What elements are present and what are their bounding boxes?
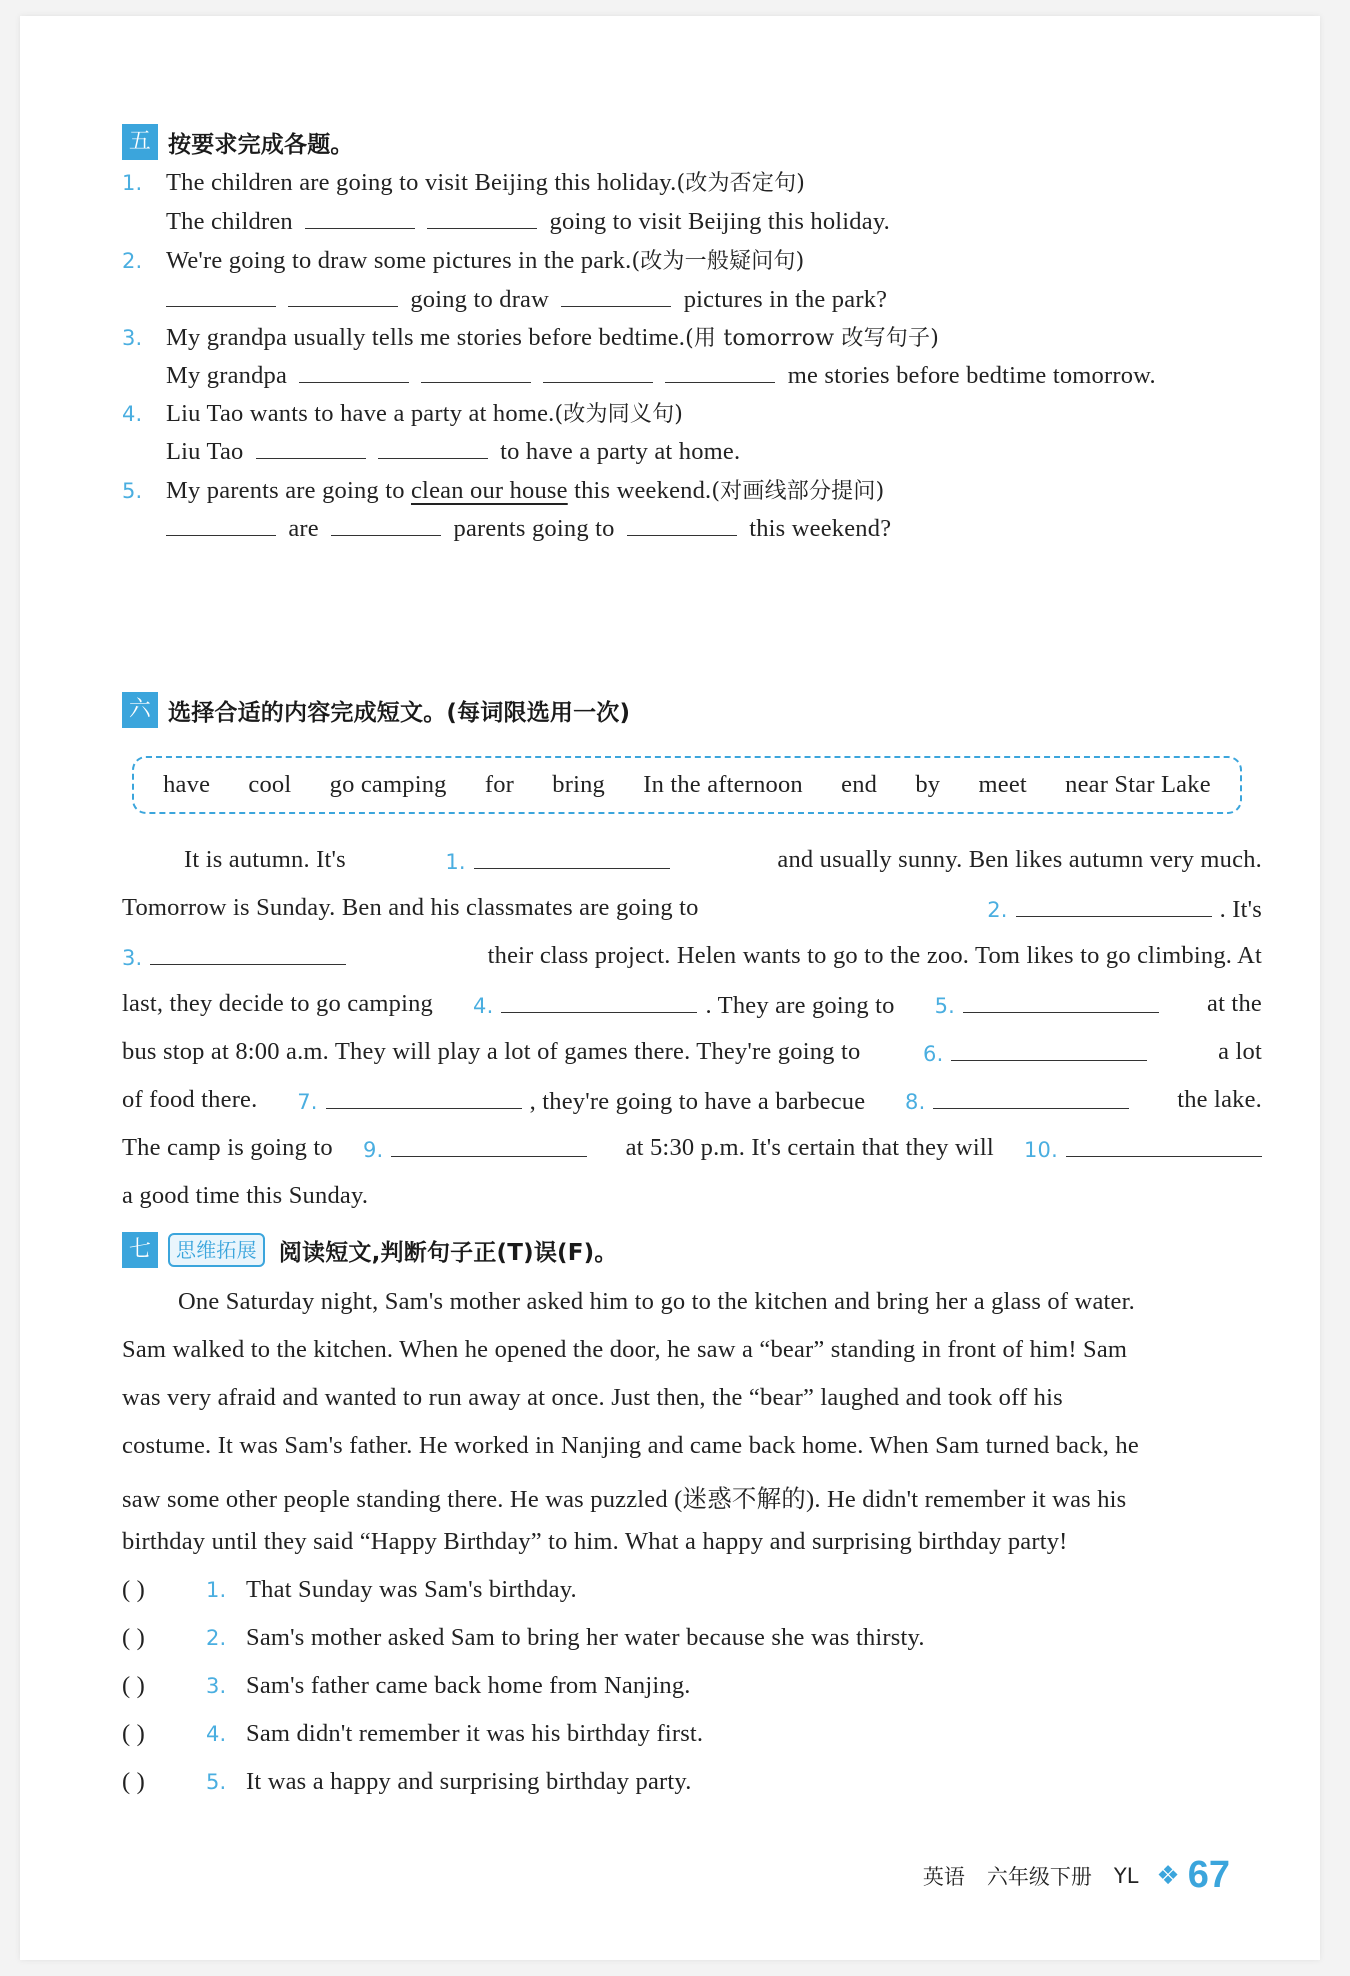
q3-answer [166,360,1156,390]
passage-text: of food there. [122,1086,258,1113]
blank[interactable] [331,513,441,536]
q5-answer-1: are [288,515,319,542]
blank[interactable] [150,942,346,965]
blank[interactable] [963,990,1159,1013]
word-option: meet [978,771,1027,798]
blank[interactable] [1066,1134,1262,1157]
q4-text: Liu Tao wants to have a party at home. [166,400,555,427]
passage-line-3 [122,942,1262,972]
blank[interactable] [299,360,409,383]
passage-text: the lake. [1177,1086,1262,1113]
q1-answer-start: The children [166,208,293,235]
q4-answer-end: to have a party at home. [500,438,741,465]
blank[interactable] [427,206,537,229]
section-7-title: 阅读短文,判断句子正(T)误(F)。 [278,1239,618,1266]
blank[interactable] [951,1038,1147,1061]
answer-paren[interactable]: ( ) [122,1672,146,1699]
q5-answer-3: this weekend? [749,515,892,542]
passage-text: . They are going to [705,992,895,1019]
word-option: go camping [329,771,447,798]
q5-prompt [122,474,884,505]
passage-text: last, they decide to go camping [122,990,434,1017]
passage-line-6 [122,1086,1262,1116]
blank-number: 1. [445,850,466,874]
section-5-number: 五 [122,124,158,160]
word-option: near Star Lake [1065,771,1211,798]
blank[interactable] [166,513,276,536]
q2-text: We're going to draw some pictures in the park. [166,247,632,274]
q3-answer-end: me stories before bedtime tomorrow. [787,362,1156,389]
q4-prompt [122,397,683,428]
reading-line-5: saw some other people standing there. He was puzzled (迷惑不解的). He didn't remember it was his [122,1486,1127,1513]
passage-text: bus stop at 8:00 a.m. They will play a lot of games there. They're going to [122,1038,861,1065]
passage-line-5 [122,1038,1262,1068]
q3-text: My grandpa usually tells me stories before bedtime. [166,324,686,351]
section-5-header [122,124,354,160]
item-number: 1. [206,1578,227,1602]
reading-line-2: Sam walked to the kitchen. When he opened the door, he saw a “bear” standing in front of him! Sam [122,1336,1128,1363]
reading-line-1: One Saturday night, Sam's mother asked him to go to the kitchen and bring her a glass of water. [178,1288,1135,1315]
answer-paren[interactable]: ( ) [122,1576,146,1603]
blank[interactable] [474,846,670,869]
blank-number: 2. [987,898,1008,922]
answer-paren[interactable]: ( ) [122,1624,146,1651]
q2-number: 2. [122,249,143,273]
word-bank [132,756,1242,814]
blank[interactable] [391,1134,587,1157]
blank-number: 4. [473,994,494,1018]
blank[interactable] [256,436,366,459]
q1-note: (改为否定句) [676,171,806,196]
q5-answer-2: parents going to [453,515,615,542]
page-footer [901,1854,1230,1897]
section-6-title: 选择合适的内容完成短文。(每词限选用一次) [168,699,631,726]
diamond-icon: ❖ [1156,1860,1180,1891]
passage-text: Tomorrow is Sunday. Ben and his classmates are going to [122,894,699,921]
q2-answer-end: pictures in the park? [683,286,888,313]
section-6-number: 六 [122,692,158,728]
item-number: 2. [206,1626,227,1650]
footer-grade: 六年级下册 [986,1864,1092,1889]
passage-text: and usually sunny. Ben likes autumn very much. [777,846,1262,873]
word-option: cool [248,771,292,798]
workbook-page [20,16,1320,1960]
q3-answer-start: My grandpa [166,362,288,389]
q3-note: (用 tomorrow 改写句子) [685,326,939,351]
section-7-tag: 思维拓展 [168,1233,265,1267]
q5-answer [166,513,891,543]
item-number: 3. [206,1674,227,1698]
item-number: 5. [206,1770,227,1794]
q1-prompt [122,166,805,197]
passage-text: , they're going to have a barbecue [529,1088,866,1115]
q1-number: 1. [122,171,143,195]
tf-item-1 [122,1576,577,1604]
passage-text: . It's [1219,896,1262,923]
blank[interactable] [326,1086,522,1109]
passage-text: It is autumn. It's [184,846,346,873]
page-number: 67 [1187,1854,1230,1896]
word-option: In the afternoon [643,771,803,798]
item-text: Sam's father came back home from Nanjing. [246,1672,691,1699]
tf-item-4 [122,1720,703,1748]
q5-note: (对画线部分提问) [711,479,885,504]
item-number: 4. [206,1722,227,1746]
q2-answer-mid: going to draw [410,286,550,313]
q5-underlined: clean our house [410,477,568,504]
word-option: end [841,771,878,798]
blank[interactable] [1016,894,1212,917]
blank[interactable] [288,284,398,307]
item-text: Sam didn't remember it was his birthday first. [246,1720,704,1747]
blank-number: 7. [297,1090,318,1114]
q3-prompt [122,321,939,352]
blank[interactable] [501,990,697,1013]
section-5-title: 按要求完成各题。 [168,131,354,158]
passage-line-1 [122,846,1262,876]
word-option: bring [552,771,605,798]
section-6-header [122,692,630,728]
footer-edition: YL [1113,1863,1139,1888]
q4-number: 4. [122,402,143,426]
item-text: That Sunday was Sam's birthday. [246,1576,577,1603]
item-text: Sam's mother asked Sam to bring her water because she was thirsty. [246,1624,925,1651]
q3-number: 3. [122,326,143,350]
word-option: have [163,771,211,798]
reading-line-3: was very afraid and wanted to run away at once. Just then, the “bear” laughed and took off his [122,1384,1063,1411]
blank[interactable] [627,513,737,536]
section-7-header [122,1232,618,1268]
blank-number: 3. [122,946,143,970]
tf-item-5 [122,1768,692,1796]
q4-answer-start: Liu Tao [166,438,244,465]
passage-text: at the [1207,990,1262,1017]
blank[interactable] [543,360,653,383]
blank[interactable] [378,436,488,459]
blank[interactable] [665,360,775,383]
q5-number: 5. [122,479,143,503]
passage-text: The camp is going to [122,1134,333,1161]
blank[interactable] [166,284,276,307]
reading-line-6: birthday until they said “Happy Birthday” to him. What a happy and surprising birthday party! [122,1528,1068,1555]
passage-line-8: a good time this Sunday. [122,1182,369,1209]
passage-line-2 [122,894,1262,924]
passage-line-4 [122,990,1262,1020]
q1-answer [166,206,890,236]
section-7-number: 七 [122,1232,158,1268]
blank-number: 10. [1023,1138,1058,1162]
blank[interactable] [561,284,671,307]
blank-number: 6. [923,1042,944,1066]
word-option: by [915,771,941,798]
q4-note: (改为同义句) [554,402,684,427]
tf-item-3 [122,1672,691,1700]
passage-text: a lot [1218,1038,1262,1065]
blank-number: 9. [363,1138,384,1162]
blank[interactable] [933,1086,1129,1109]
answer-paren[interactable]: ( ) [122,1720,146,1747]
passage-text: their class project. Helen wants to go to the zoo. Tom likes to go climbing. At [487,942,1262,969]
q1-answer-end: going to visit Beijing this holiday. [549,208,890,235]
q2-note: (改为一般疑问句) [631,249,805,274]
blank[interactable] [421,360,531,383]
q2-prompt [122,244,804,275]
tf-item-2 [122,1624,925,1652]
answer-paren[interactable]: ( ) [122,1768,146,1795]
blank-number: 5. [934,994,956,1018]
reading-line-4: costume. It was Sam's father. He worked in Nanjing and came back home. When Sam turned back, he [122,1432,1139,1459]
blank-number: 8. [905,1090,926,1114]
blank[interactable] [305,206,415,229]
passage-text: at 5:30 p.m. It's certain that they will [625,1134,994,1161]
word-option: for [484,771,515,798]
footer-subject: 英语 [922,1864,965,1889]
q2-answer [166,284,887,314]
passage-line-7 [122,1134,1262,1164]
q4-answer [166,436,740,466]
q1-text: The children are going to visit Beijing this holiday. [166,169,677,196]
q5-text-post: this weekend. [574,477,712,504]
q5-text-pre: My parents are going to [166,477,405,504]
item-text: It was a happy and surprising birthday party. [246,1768,692,1795]
